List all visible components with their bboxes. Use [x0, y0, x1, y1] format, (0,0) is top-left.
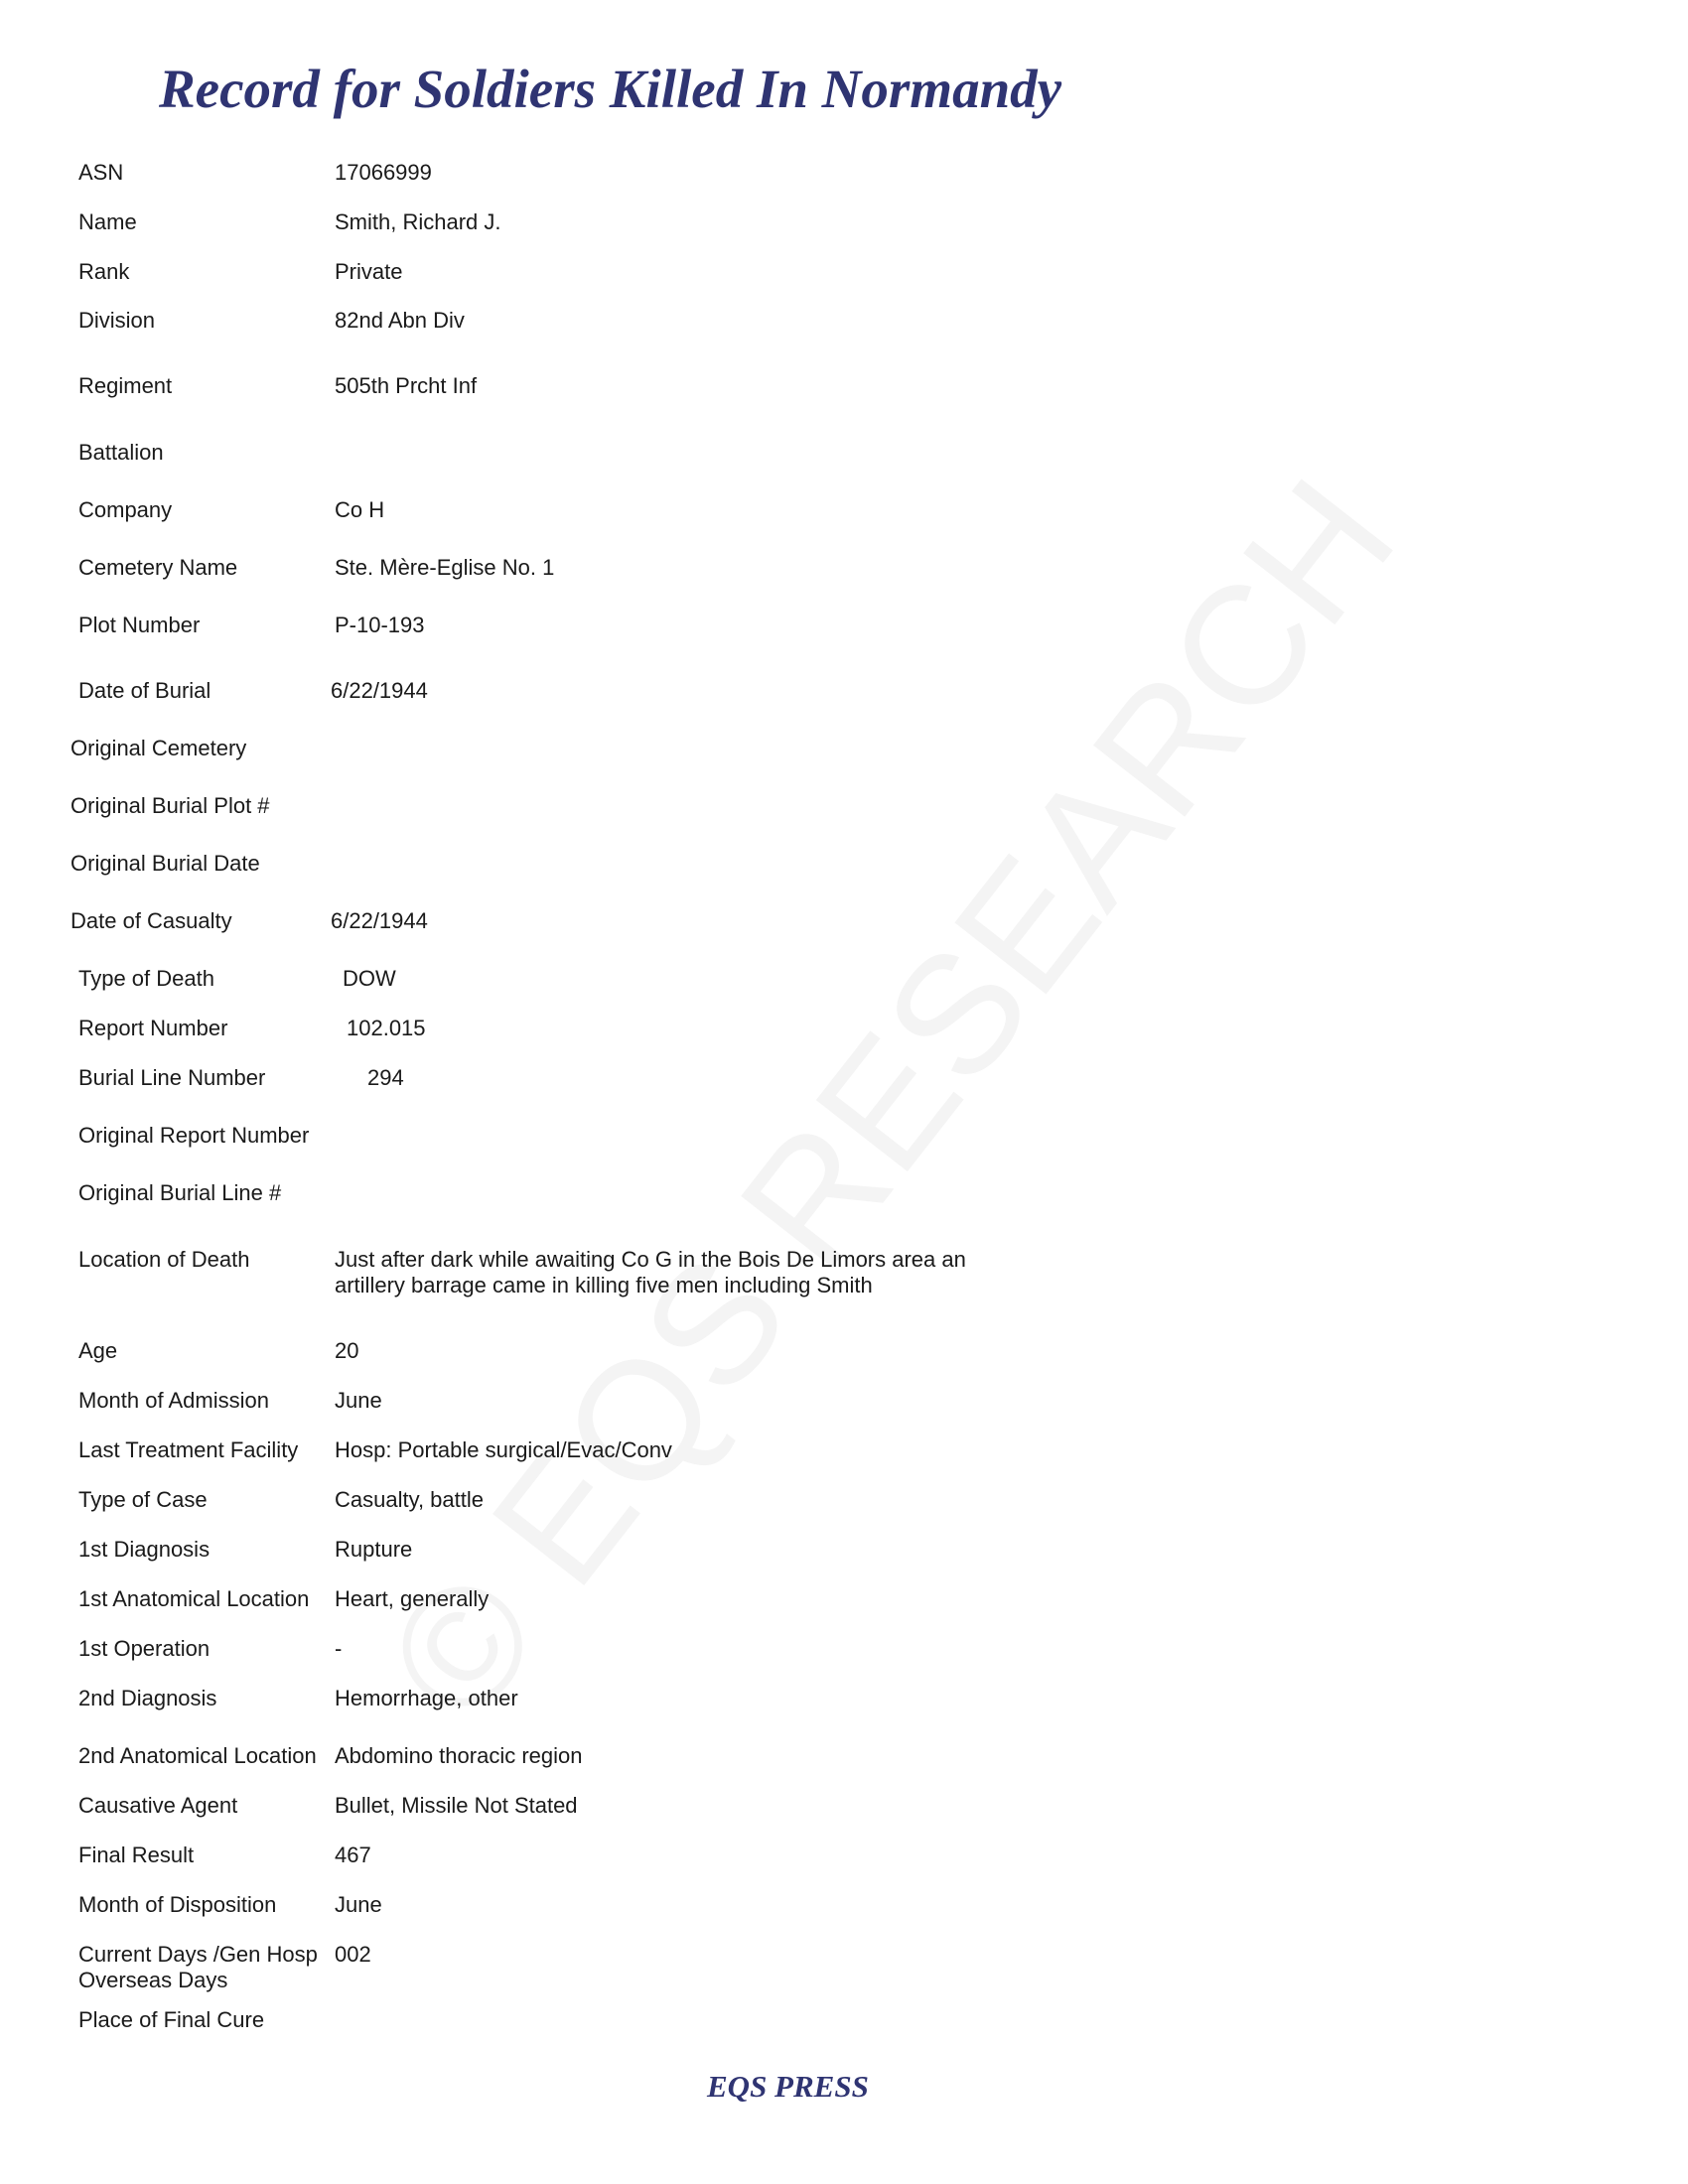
type-of-case-value: Casualty, battle	[335, 1487, 485, 1512]
overseas-days-label: Overseas Days	[78, 1968, 228, 1992]
plot-number-label: Plot Number	[78, 613, 201, 637]
current-days-label: Current Days /Gen Hosp	[78, 1942, 318, 1967]
rank-value: Private	[335, 259, 403, 284]
burial-line-number-value: 294	[367, 1065, 404, 1090]
report-number-label: Report Number	[78, 1016, 228, 1040]
asn-label: ASN	[78, 160, 124, 185]
date-of-burial-label: Date of Burial	[78, 678, 211, 703]
location-of-death-value: Just after dark while awaiting Co G in the Bois De Limors area an artillery barrage came in killing five men including Smith	[335, 1247, 966, 1297]
month-of-admission-label: Month of Admission	[78, 1388, 269, 1413]
diagnosis-1-value: Rupture	[335, 1537, 413, 1562]
anatomical-location-2-label: 2nd Anatomical Location	[78, 1743, 317, 1768]
rank-label: Rank	[78, 259, 130, 284]
division-value: 82nd Abn Div	[335, 308, 465, 333]
regiment-label: Regiment	[78, 373, 173, 398]
final-result-value: 467	[335, 1843, 371, 1867]
current-days-value: 002	[335, 1942, 371, 1967]
report-number-value: 102.015	[347, 1016, 426, 1040]
diagnosis-1-label: 1st Diagnosis	[78, 1537, 211, 1562]
plot-number-value: P-10-193	[335, 613, 425, 637]
watermark	[349, 444, 1433, 1755]
company-label: Company	[78, 497, 173, 522]
location-of-death-label: Location of Death	[78, 1247, 250, 1272]
burial-line-number-label: Burial Line Number	[78, 1065, 266, 1090]
battalion-label: Battalion	[78, 440, 164, 465]
company-value: Co H	[335, 497, 385, 522]
diagnosis-2-value: Hemorrhage, other	[335, 1686, 518, 1710]
anatomical-location-2-value: Abdomino thoracic region	[335, 1743, 583, 1768]
date-of-casualty-value: 6/22/1944	[331, 908, 428, 933]
date-of-casualty-label: Date of Casualty	[70, 908, 232, 933]
cemetery-name-label: Cemetery Name	[78, 555, 238, 580]
age-label: Age	[78, 1338, 118, 1363]
name-value: Smith, Richard J.	[335, 209, 501, 234]
page-title: Record for Soldiers Killed In Normandy	[159, 59, 1062, 119]
type-of-death-value: DOW	[343, 966, 396, 991]
month-of-disposition-value: June	[335, 1892, 382, 1917]
last-treatment-facility-label: Last Treatment Facility	[78, 1437, 299, 1462]
original-report-number-label: Original Report Number	[78, 1123, 310, 1148]
month-of-disposition-label: Month of Disposition	[78, 1892, 277, 1917]
date-of-burial-value: 6/22/1944	[331, 678, 428, 703]
last-treatment-facility-value: Hosp: Portable surgical/Evac/Conv	[335, 1437, 672, 1462]
operation-1-value: -	[335, 1636, 343, 1661]
anatomical-location-1-label: 1st Anatomical Location	[78, 1586, 310, 1611]
month-of-admission-value: June	[335, 1388, 382, 1413]
age-value: 20	[335, 1338, 359, 1363]
original-burial-date-label: Original Burial Date	[70, 851, 260, 876]
footer-publisher: EQS PRESS	[707, 2069, 869, 2104]
division-label: Division	[78, 308, 156, 333]
type-of-death-label: Type of Death	[78, 966, 214, 991]
type-of-case-label: Type of Case	[78, 1487, 208, 1512]
anatomical-location-1-value: Heart, generally	[335, 1586, 490, 1611]
asn-value: 17066999	[335, 160, 432, 185]
final-result-label: Final Result	[78, 1843, 195, 1867]
original-burial-plot-label: Original Burial Plot #	[70, 793, 270, 818]
original-cemetery-label: Original Cemetery	[70, 736, 247, 760]
cemetery-name-value: Ste. Mère-Eglise No. 1	[335, 555, 555, 580]
regiment-value: 505th Prcht Inf	[335, 373, 478, 398]
original-burial-line-label: Original Burial Line #	[78, 1180, 282, 1205]
causative-agent-value: Bullet, Missile Not Stated	[335, 1793, 578, 1818]
place-of-final-cure-label: Place of Final Cure	[78, 2007, 265, 2032]
operation-1-label: 1st Operation	[78, 1636, 211, 1661]
causative-agent-label: Causative Agent	[78, 1793, 238, 1818]
diagnosis-2-label: 2nd Diagnosis	[78, 1686, 217, 1710]
name-label: Name	[78, 209, 137, 234]
